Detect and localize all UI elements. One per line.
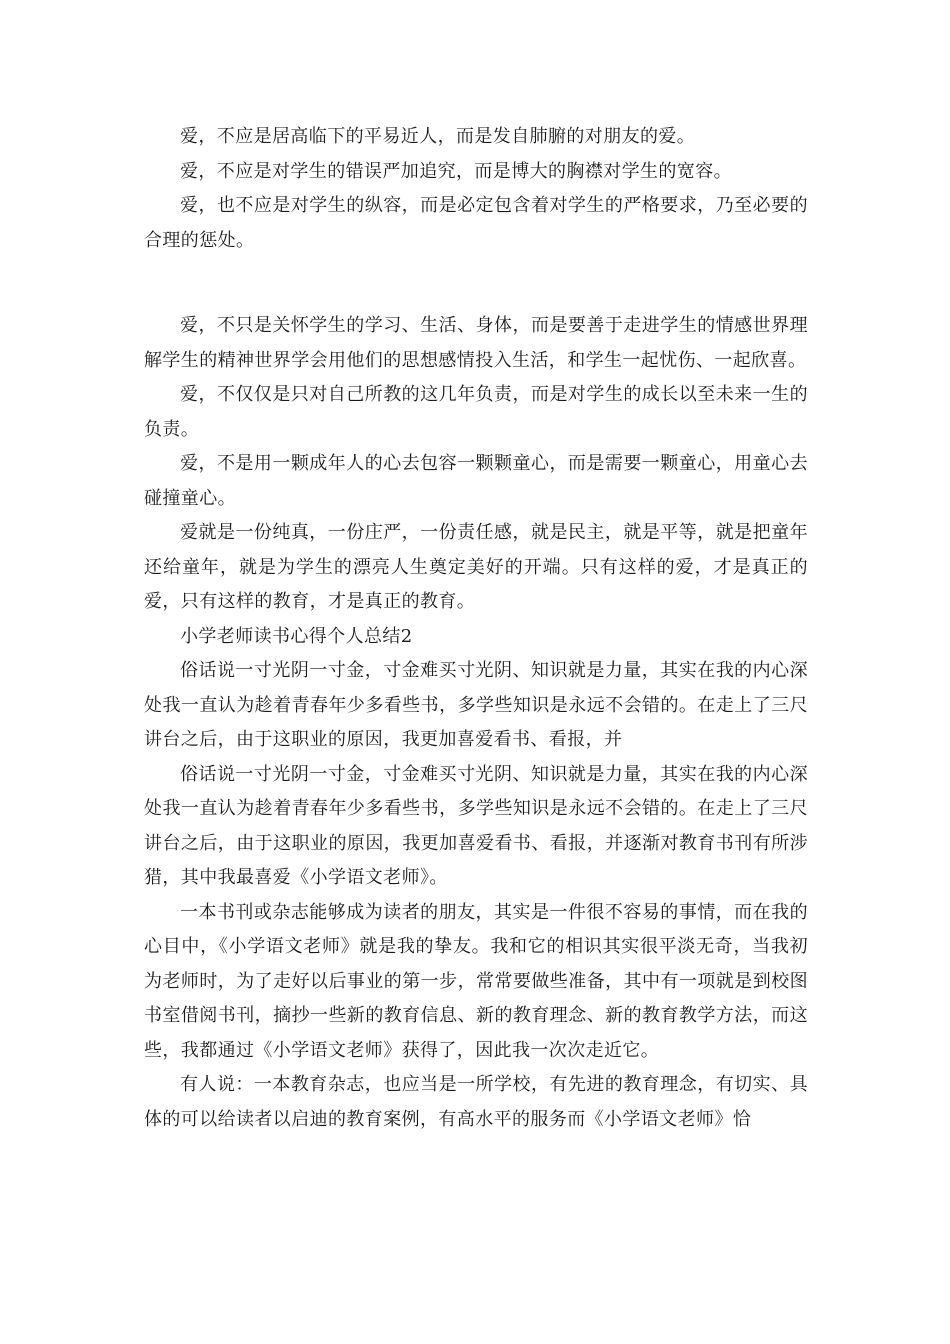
section-heading: 小学老师读书心得个人总结2: [180, 625, 413, 647]
paragraph-reading-1: 俗话说一寸光阴一寸金，寸金难买寸光阴、知识就是力量，其实在我的内心深处我一直认为趁着青春年少多看些书，多学些知识是永远不会错的。在走上了三尺讲台之后，由于这职业的原因，我更加喜爱看书、看报，并: [144, 660, 808, 750]
paragraph-reading-3: 一本书刊或杂志能够成为读者的朋友，其实是一件很不容易的事情，而在我的心目中，《小学语文老师》就是我的挚友。我和它的相识其实很平淡无奇，当我初为老师时，为了走好以后事业的第一步，常常要做些准备，其中有一项就是到校图书室借阅书刊，摘抄一些新的教育信息、新的教育理念、新的教育教学方法，而这些，我都通过《小学语文老师》获得了，因此我一次次走近它。: [144, 901, 808, 1061]
paragraph-love-2: 爱，不应是对学生的错误严加追究，而是博大的胸襟对学生的宽容。: [180, 160, 732, 182]
paragraph-love-5: 爱，不仅仅是只对自己所教的这几年负责，而是对学生的成长以至未来一生的负责。: [144, 384, 808, 440]
paragraph-love-7: 爱就是一份纯真，一份庄严，一份责任感，就是民主，就是平等，就是把童年还给童年，就是为学生的漂亮人生奠定美好的开端。只有这样的爱，才是真正的爱，只有这样的教育，才是真正的教育。: [144, 522, 808, 612]
paragraph-love-3: 爱，也不应是对学生的纵容，而是必定包含着对学生的严格要求，乃至必要的合理的惩处。: [144, 195, 808, 251]
paragraph-love-4: 爱，不只是关怀学生的学习、生活、身体，而是要善于走进学生的情感世界理解学生的精神世界学会用他们的思想感情投入生活，和学生一起忧伤、一起欣喜。: [144, 315, 808, 371]
paragraph-love-6: 爱，不是用一颗成年人的心去包容一颗颗童心，而是需要一颗童心，用童心去碰撞童心。: [144, 453, 808, 509]
document-body: [144, 120, 808, 1137]
paragraph-reading-2: 俗话说一寸光阴一寸金，寸金难买寸光阴、知识就是力量，其实在我的内心深处我一直认为趁着青春年少多看些书，多学些知识是永远不会错的。在走上了三尺讲台之后，由于这职业的原因，我更加喜爱看书、看报，并逐渐对教育书刊有所涉猎，其中我最喜爱《小学语文老师》。: [144, 763, 808, 888]
paragraph-love-1: 爱，不应是居高临下的平易近人，而是发自肺腑的对朋友的爱。: [180, 126, 696, 147]
paragraph-gap: [144, 258, 808, 309]
paragraph-reading-4: 有人说：一本教育杂志，也应当是一所学校，有先进的教育理念，有切实、具体的可以给读者以启迪的教育案例，有高水平的服务而《小学语文老师》恰: [144, 1074, 808, 1130]
